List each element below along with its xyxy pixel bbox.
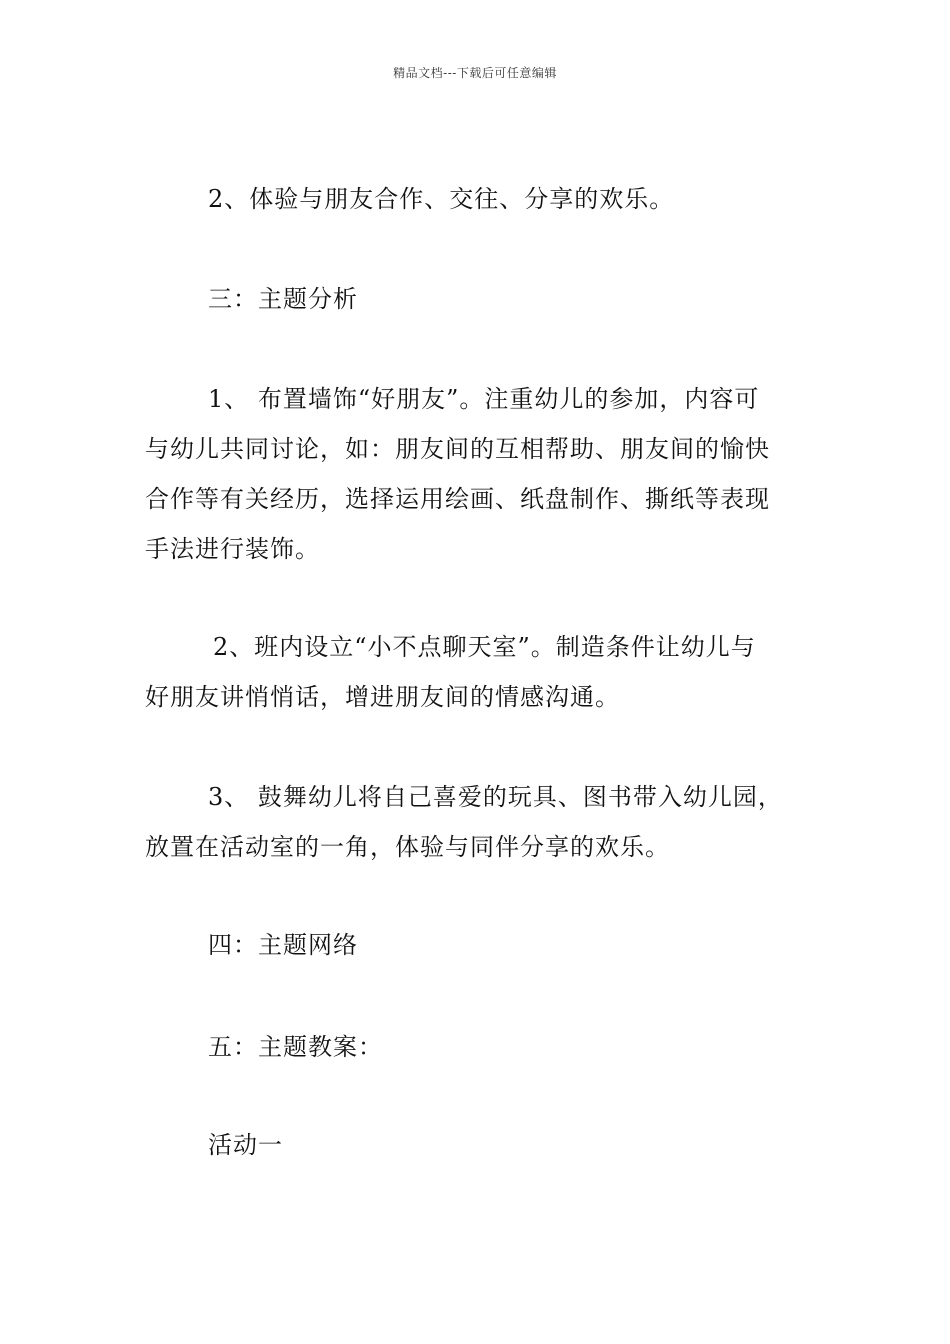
text-line: 好朋友讲悄悄话，增进朋友间的情感沟通。 (145, 683, 620, 711)
activity-heading (145, 1120, 810, 1170)
page-header: 精品文档---下载后可任意编辑 (393, 66, 557, 80)
text-line: 合作等有关经历，选择运用绘画、纸盘制作、撕纸等表现 (145, 485, 770, 513)
section-heading: 五：主题教案： (208, 1033, 383, 1061)
text-line: 3、 鼓舞幼儿将自己喜爱的玩具、图书带入幼儿园， (208, 783, 783, 811)
paragraph-goal-2 (145, 174, 810, 224)
text-line: 放置在活动室的一角，体验与同伴分享的欢乐。 (145, 833, 670, 861)
section-heading: 三：主题分析 (208, 285, 358, 313)
text-line: 1、 布置墙饰“好朋友”。注重幼儿的参加，内容可 (208, 385, 760, 413)
section-heading-theme-lesson (145, 1022, 810, 1072)
paragraph-analysis-3 (145, 772, 810, 872)
text-line: 与幼儿共同讨论，如：朋友间的互相帮助、朋友间的愉快 (145, 435, 770, 463)
text-line: 2、班内设立“小不点聊天室”。制造条件让幼儿与 (213, 633, 756, 661)
section-heading-theme-network (145, 920, 810, 970)
section-heading: 四：主题网络 (208, 931, 358, 959)
text-line: 2、体验与朋友合作、交往、分享的欢乐。 (208, 185, 675, 213)
section-heading-theme-analysis (145, 274, 810, 324)
paragraph-analysis-1 (145, 374, 810, 574)
text-line: 手法进行装饰。 (145, 535, 320, 563)
paragraph-analysis-2 (145, 622, 810, 722)
activity-title: 活动一 (208, 1131, 283, 1159)
